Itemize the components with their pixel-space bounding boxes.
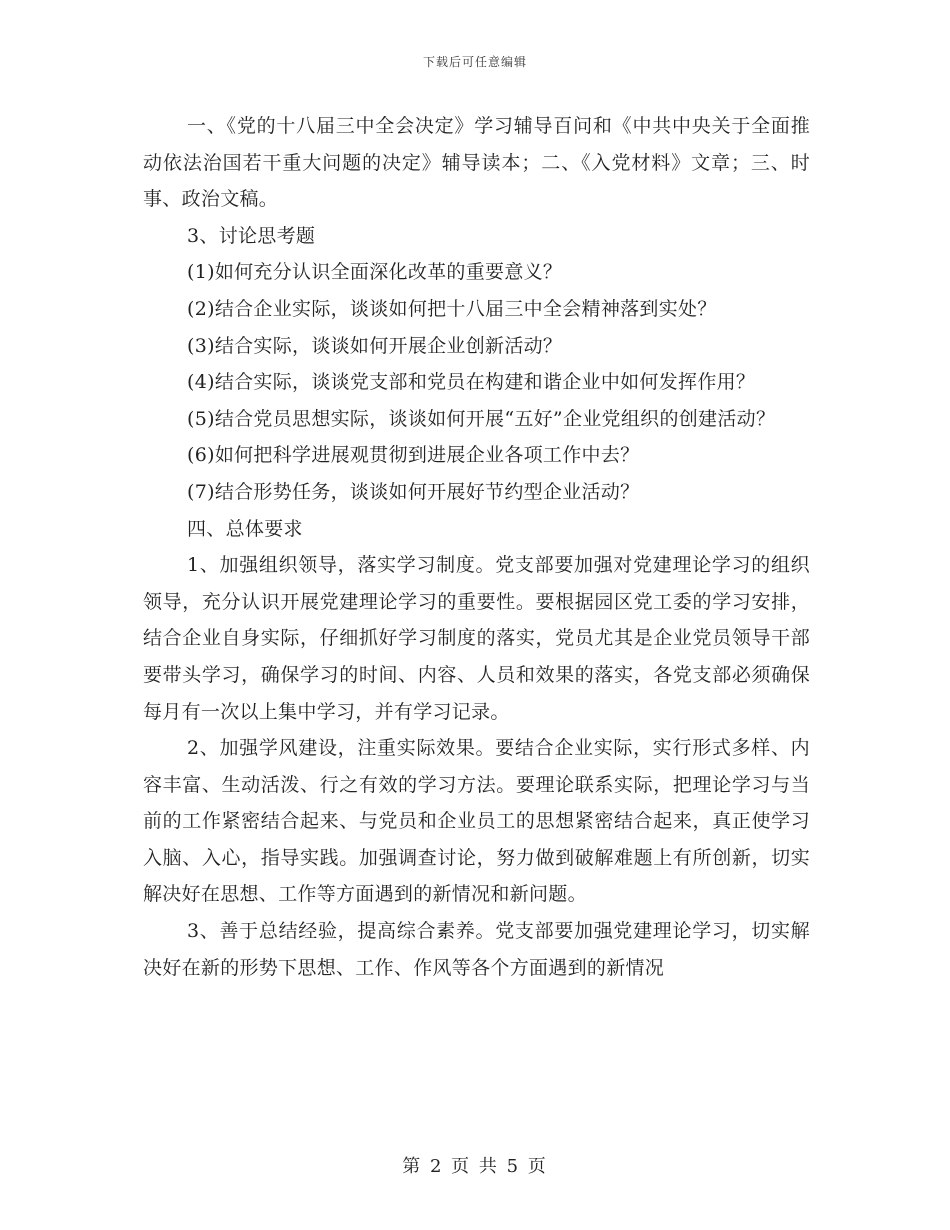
section-heading-requirements: 四、总体要求 bbox=[187, 517, 303, 540]
question-7: (7)结合形势任务，谈谈如何开展好节约型企业活动？ bbox=[187, 480, 640, 503]
paragraph-intro-materials: 一、《党的十八届三中全会决定》学习辅导百问和《中共中央关于全面推动依法治国若干重大问题的决定》辅导读本；二、《入党材料》文章；三、时事、政治文稿。 bbox=[143, 115, 810, 211]
document-body bbox=[143, 108, 810, 986]
requirement-3: 3、善于总结经验，提高综合素养。党支部要加强党建理论学习，切实解决好在新的形势下思想、工作、作风等各个方面遇到的新情况 bbox=[143, 920, 810, 979]
question-5: (5)结合党员思想实际，谈谈如何开展“五好”企业党组织的创建活动？ bbox=[187, 407, 776, 430]
question-4: (4)结合实际，谈谈党支部和党员在构建和谐企业中如何发挥作用？ bbox=[187, 371, 756, 394]
question-1: (1)如何充分认识全面深化改革的重要意义？ bbox=[187, 261, 563, 284]
requirement-1: 1、加强组织领导，落实学习制度。党支部要加强对党建理论学习的组织领导，充分认识开展党建理论学习的重要性。要根据园区党工委的学习安排，结合企业自身实际，仔细抓好学习制度的落实，党员尤其是企业党员领导干部要带头学习，确保学习的时间、内容、人员和效果的落实，各党支部必须确保每月有一次以上集中学习，并有学习记录。 bbox=[143, 554, 810, 723]
question-3: (3)结合实际，谈谈如何开展企业创新活动？ bbox=[187, 334, 563, 357]
question-2: (2)结合企业实际，谈谈如何把十八届三中全会精神落到实处？ bbox=[187, 297, 717, 320]
page-header: 下载后可任意编辑 bbox=[422, 55, 527, 69]
requirement-2: 2、加强学风建设，注重实际效果。要结合企业实际，实行形式多样、内容丰富、生动活泼、行之有效的学习方法。要理论联系实际，把理论学习与当前的工作紧密结合起来、与党员和企业员工的思想紧密结合起来，真正使学习入脑、入心，指导实践。加强调查讨论，努力做到破解难题上有所创新，切实解决好在思想、工作等方面遇到的新情况和新问题。 bbox=[143, 737, 810, 906]
section-heading-discussion: 3、讨论思考题 bbox=[187, 224, 316, 247]
question-6: (6)如何把科学进展观贯彻到进展企业各项工作中去？ bbox=[187, 444, 640, 467]
page-number-footer: 第 2 页 共 5 页 bbox=[402, 1156, 548, 1177]
